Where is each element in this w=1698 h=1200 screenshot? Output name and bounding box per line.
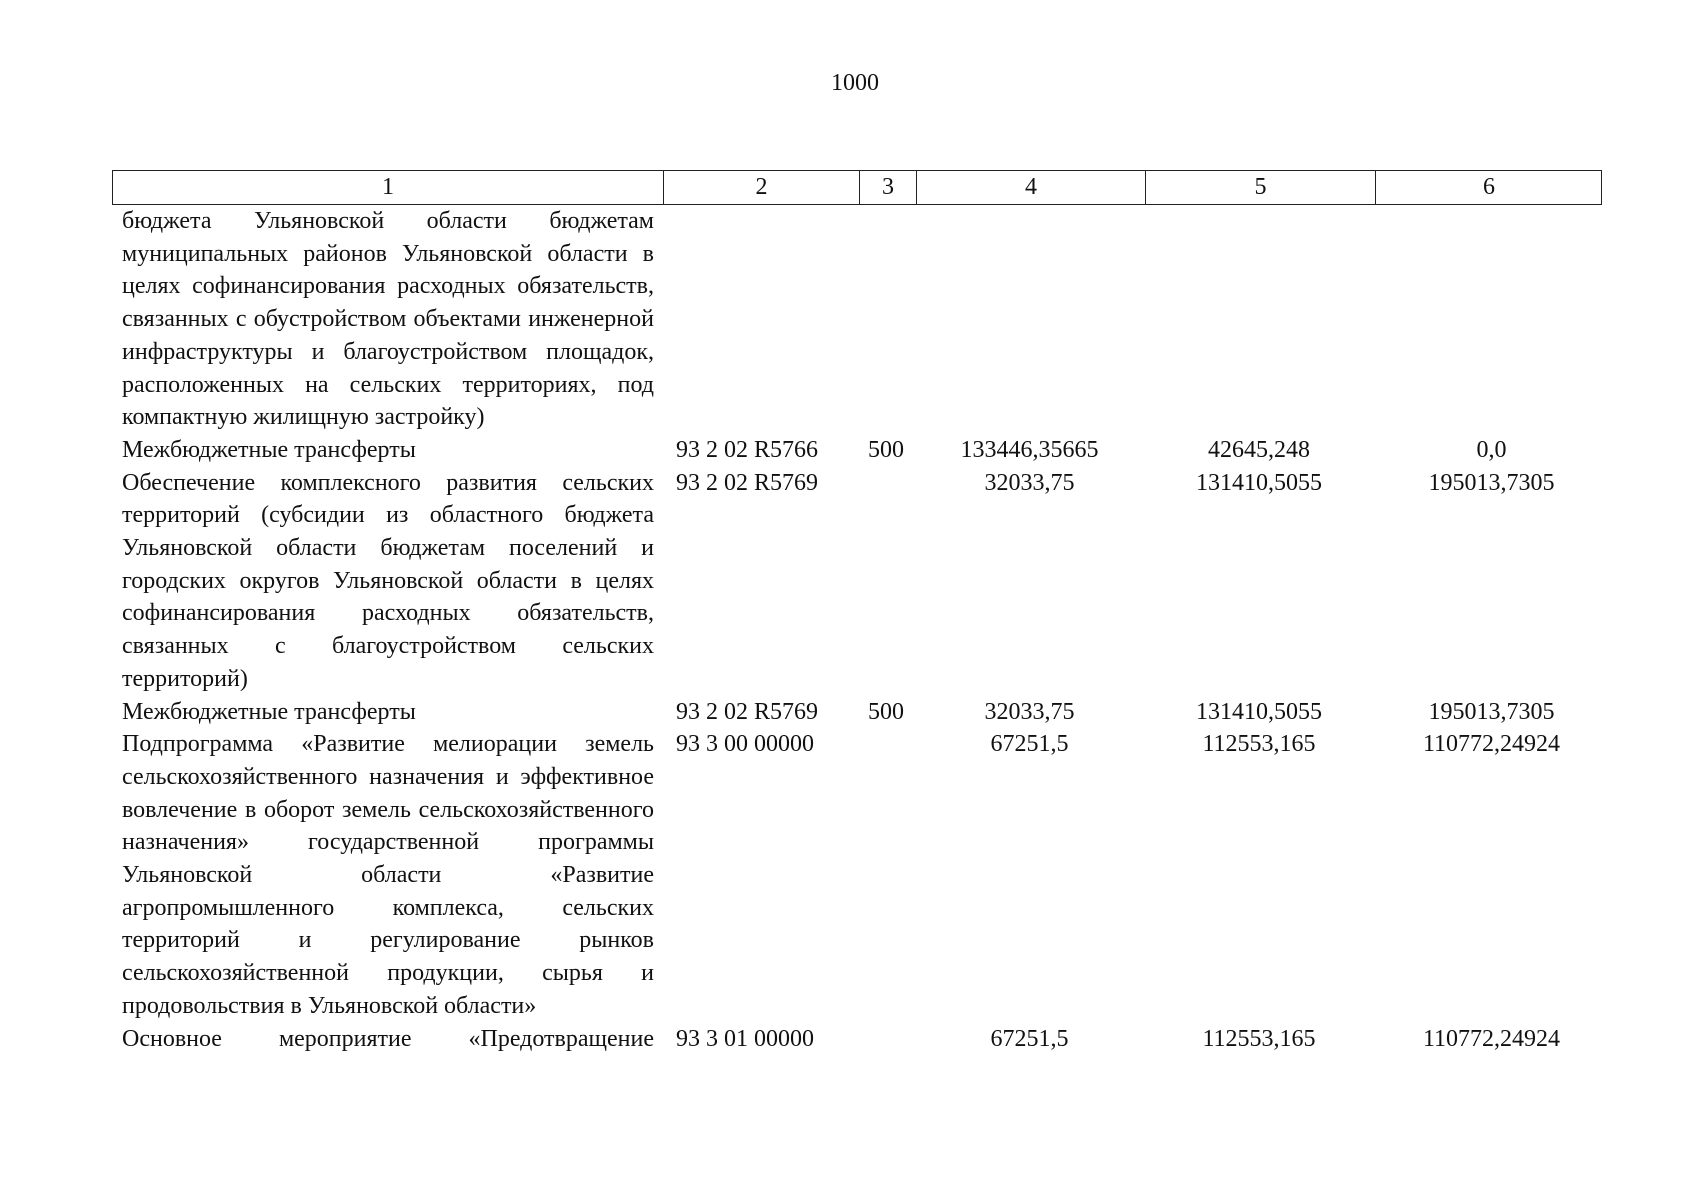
row-description: Межбюджетные трансферты [122,436,416,463]
row-code [662,205,858,434]
row-code: 93 3 01 00000 [676,1025,814,1052]
row-description: бюджета Ульяновской области бюджетам муниципальных районов Ульяновской области в целях софинансирования расходных обязательств, связанных с обустройством объектами инженерной инфраструктуры и благоустройством площадок, расположенных на сельских территориях, под компактную жилищную застройку) [122,208,654,431]
row-value-5: 131410,5055 [1196,469,1322,496]
row-code: 93 2 02 R5769 [676,698,819,725]
column-header-1: 1 [382,174,394,200]
row-value-5: 112553,165 [1202,731,1316,758]
row-code: 93 3 00 00000 [676,731,814,758]
table-row [112,1023,1602,1056]
row-code: 93 2 02 R5769 [676,469,819,496]
page-number: 1000 [831,70,879,96]
row-value-6: 110772,24924 [1422,1025,1561,1052]
row-value-4: 67251,5 [990,1025,1069,1052]
row-value-6: 195013,7305 [1428,469,1555,496]
row-value-6: 110772,24924 [1422,731,1561,758]
row-value-5: 42645,248 [1208,436,1310,463]
row-value-6: 0,0 [1476,436,1507,463]
row-value-5: 131410,5055 [1196,698,1322,725]
row-value-4: 67251,5 [990,731,1069,758]
row-expense-type [858,467,915,696]
table-row [112,696,1602,729]
row-value-5: 112553,165 [1202,1025,1316,1052]
row-value-5 [1144,205,1374,434]
row-code: 93 2 02 R5766 [676,436,819,463]
column-header-2: 2 [663,171,859,204]
row-description: Обеспечение комплексного развития сельских территорий (субсидии из областного бюджета Ульяновской области бюджетам поселений и городских округов Ульяновской области в целях софинансирования расходных обязательств, связанных с благоустройством сельских территорий) [122,469,654,692]
row-value-6: 195013,7305 [1428,698,1555,725]
row-value-4 [915,205,1144,434]
row-value-4: 133446,35665 [960,436,1099,463]
budget-table [112,170,1602,1055]
table-header [112,170,1602,205]
row-expense-type [858,1023,915,1056]
row-expense-type: 500 [868,698,904,725]
row-expense-type [858,205,915,434]
table-row [112,728,1602,1022]
row-description: Подпрограмма «Развитие мелиорации земель сельскохозяйственного назначения и эффективное вовлечение в оборот земель сельскохозяйственного назначения» государственной программы Ульяновской области «Развитие агропромышленного комплекса, сельских территорий и регулирование рынков сельскохозяйственной продукции, сырья и продовольствия в Ульяновской области» [122,731,654,1019]
column-header-3: 3 [859,171,916,204]
row-expense-type [858,728,915,1022]
table-row [112,434,1602,467]
row-value-4: 32033,75 [984,698,1075,725]
row-description: Основное мероприятие «Предотвращение [122,1025,654,1052]
column-header-4: 4 [916,171,1145,204]
row-value-4: 32033,75 [984,469,1075,496]
table-row [112,467,1602,696]
table-row [112,205,1602,434]
row-value-6 [1374,205,1601,434]
column-header-6: 6 [1375,171,1602,204]
column-header-5: 5 [1145,171,1375,204]
row-expense-type: 500 [868,436,904,463]
row-description: Межбюджетные трансферты [122,698,416,725]
